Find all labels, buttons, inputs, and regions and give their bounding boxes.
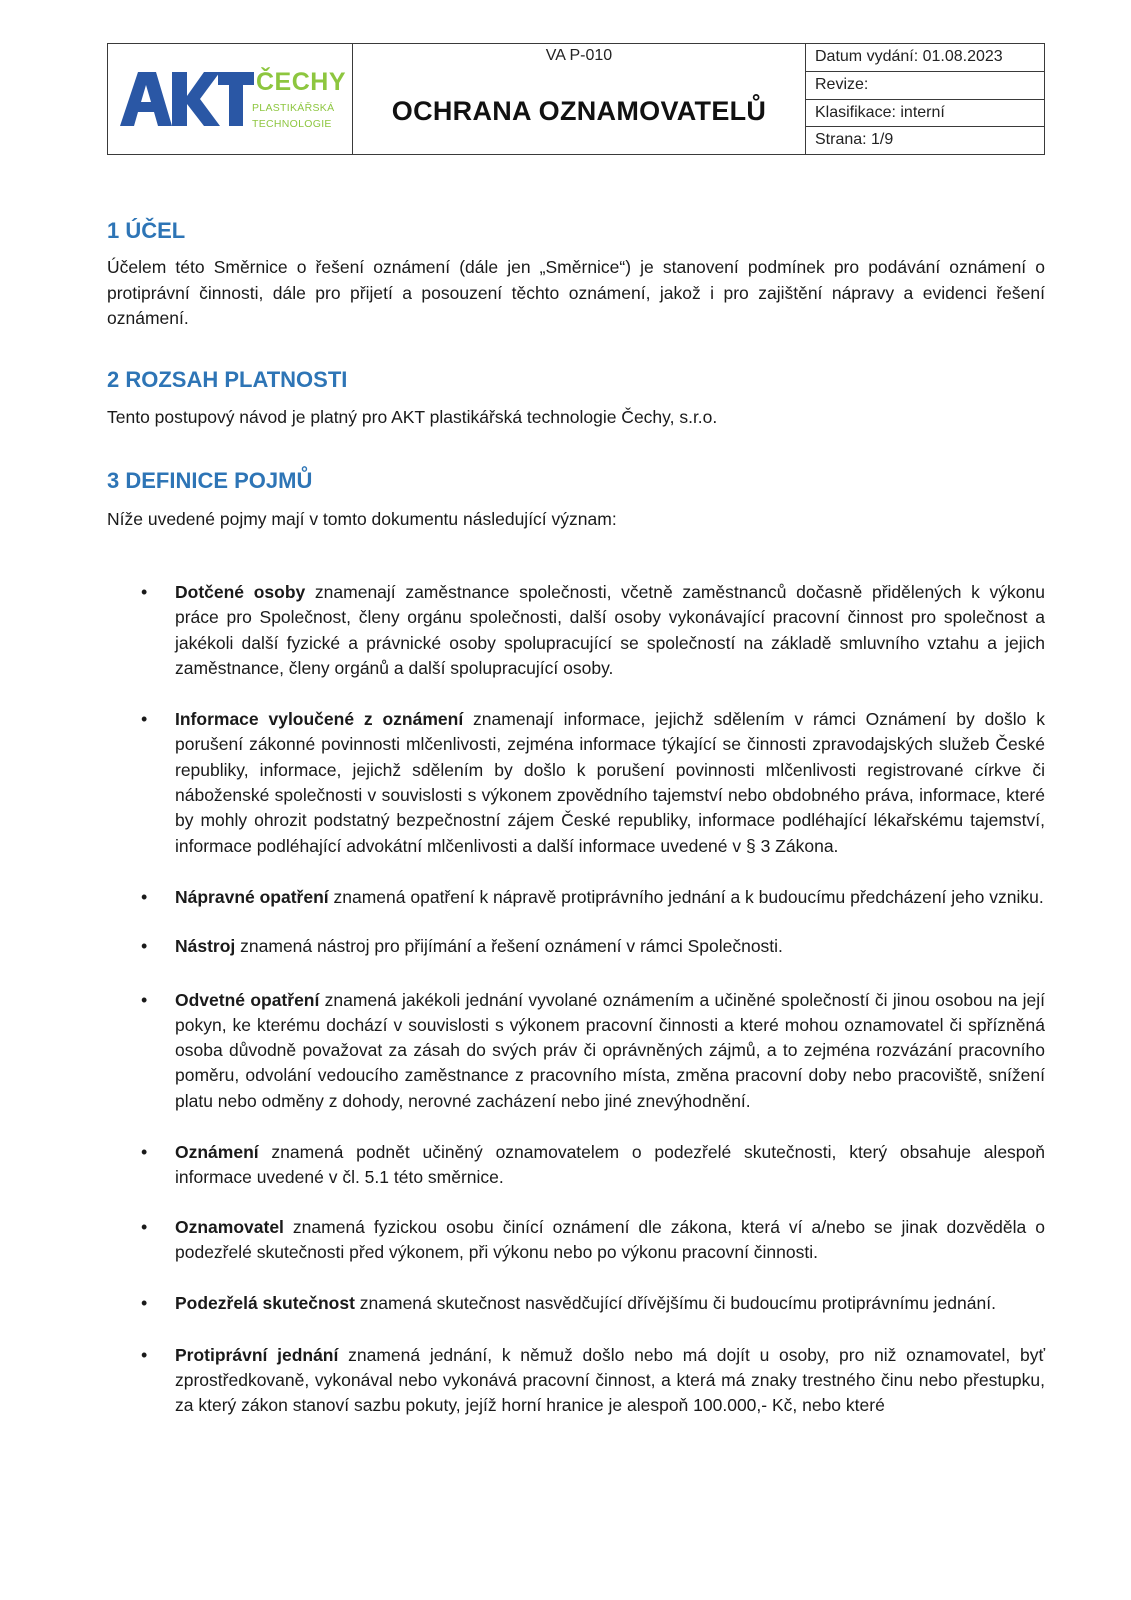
definition-term: Nástroj xyxy=(175,936,236,957)
definition-term: Dotčené osoby xyxy=(175,582,306,602)
bullet-icon: • xyxy=(141,709,148,730)
definition-term: Informace vyloučené z oznámení xyxy=(175,709,464,730)
akt-logo-mark xyxy=(120,72,254,126)
definition-term: Oznamovatel xyxy=(175,1216,284,1237)
definition-term: Nápravné opatření xyxy=(175,886,329,907)
definition-item xyxy=(107,885,1045,910)
bullet-icon: • xyxy=(141,989,148,1010)
definition-term: Podezřelá skutečnost xyxy=(175,1293,355,1314)
definition-term: Oznámení xyxy=(175,1142,259,1163)
bullet-icon: • xyxy=(141,886,148,907)
classification: Klasifikace: interní xyxy=(806,100,1044,128)
definition-text: znamenají informace, jejichž sdělením v rámci Oznámení by došlo k porušení zákonné povinnosti mlčenlivosti, zejména informace týkající se činnosti zpravodajských služeb České republiky, informace, jejichž sdělením by došlo k porušení povinnosti mlčenlivosti registrované církve či náboženské společnosti v souvislosti s výkonem zpovědního tajemství nebo obdobného práva, informace, které by mohly ohrozit podstatný bezpečnostní zájem České republiky, informace podléhající lékařskému tajemství, informace podléhající advokátní mlčenlivosti a další informace uvedené v § 3 Zákona. xyxy=(175,709,1045,856)
bullet-icon: • xyxy=(141,1293,148,1314)
definition-term: Odvetné opatření xyxy=(175,989,320,1010)
bullet-icon: • xyxy=(141,936,148,957)
definition-text: znamená opatření k nápravě protiprávního jednání a k budoucímu předcházení jeho vzniku. xyxy=(328,886,1044,907)
section-text-purpose: Účelem této Směrnice o řešení oznámení (dále jen „Směrnice“) je stanovení podmínek pro podávání oznámení o protiprávní činnosti, dále pro přijetí a posouzení těchto oznámení, jakož i pro zajištění nápravy a evidenci řešení oznámení. xyxy=(107,257,1045,328)
definition-item xyxy=(107,1140,1045,1191)
definition-term: Protiprávní jednání xyxy=(175,1344,339,1365)
definition-text: znamená podnět učiněný oznamovatelem o podezřelé skutečnosti, který obsahuje alespoň informace uvedené v čl. 5.1 této směrnice. xyxy=(175,1142,1045,1188)
section-heading-scope: 2 ROZSAH PLATNOSTI xyxy=(107,367,348,392)
definition-item xyxy=(107,988,1045,1114)
page-number: Strana: 1/9 xyxy=(815,131,894,149)
bullet-icon: • xyxy=(141,1142,148,1163)
definition-item xyxy=(107,707,1045,859)
definition-item xyxy=(107,934,1045,959)
document-code: VA P-010 xyxy=(545,47,613,64)
definition-item xyxy=(107,1215,1045,1266)
definition-text: znamená jednání, k němuž došlo nebo má dojít u osoby, pro niž oznamovatel, byť zprostředkovaně, vykonával nebo vykonává pracovní činnost, a která má znaky trestného činu nebo přestupku, za který zákon stanoví sazbu pokuty, jejíž horní hranice je alespoň 100.000,- Kč, nebo které xyxy=(175,1344,1046,1416)
definition-item xyxy=(107,1343,1045,1419)
logo-subtitle-line2: TECHNOLOGIE xyxy=(252,118,332,130)
title-cell xyxy=(353,44,806,154)
section-text-scope: Tento postupový návod je platný pro AKT plastikářská technologie Čechy, s.r.o. xyxy=(107,407,718,427)
definition-item xyxy=(107,580,1045,681)
definition-text: znamená jakékoli jednání vyvolané oznámením a učiněné společností či jinou osobou na její pokyn, ke kterému dochází v souvislosti s výkonem pracovní činnosti a které mohou oznamovatel či spřízněná osoba důvodně považovat za zásah do svých práv či oprávněných zájmů, a to zejména rozvázání pracovního poměru, odvolání vedoucího zaměstnance z pracovního místa, změna pracovní doby nebo pracoviště, snížení platu nebo odměny z dohody, nerovné zacházení nebo jiné znevýhodnění. xyxy=(175,989,1045,1111)
definition-text: znamená skutečnost nasvědčující dřívějšímu či budoucímu protiprávnímu jednání. xyxy=(354,1293,996,1314)
bullet-icon: • xyxy=(141,582,148,602)
bullet-icon: • xyxy=(141,1344,148,1365)
document-title: OCHRANA OZNAMOVATELŮ xyxy=(391,96,767,126)
definition-text: znamená fyzickou osobu činící oznámení dle zákona, která ví a/nebo se jinak dozvěděla o podezřelé skutečnosti před výkonem, při výkonu nebo po výkonu pracovní činnosti. xyxy=(175,1216,1045,1262)
section-heading-definitions: 3 DEFINICE POJMŮ xyxy=(107,468,313,493)
revision: Revize: xyxy=(806,72,1044,100)
issue-date: Datum vydání: 01.08.2023 xyxy=(806,44,1044,72)
meta-cell xyxy=(806,44,1044,154)
logo-brand-word: ČECHY xyxy=(256,68,347,96)
company-logo xyxy=(108,44,353,154)
definition-item xyxy=(107,1291,1045,1316)
logo-subtitle-line1: PLASTIKÁŘSKÁ xyxy=(252,102,335,114)
section-intro-definitions: Níže uvedené pojmy mají v tomto dokumentu následující význam: xyxy=(107,509,617,529)
definition-text: znamenají zaměstnance společnosti, včetně zaměstnanců dočasně přidělených k výkonu práce pro Společnost, členy orgánu společnosti, další osoby vykonávající pracovní činnost pro společnost a jakékoli další fyzické a právnické osoby spolupracující se společností na základě smluvního vztahu a jejich zaměstnance, členy orgánů a další spolupracující osoby. xyxy=(175,582,1045,678)
section-heading-purpose: 1 ÚČEL xyxy=(107,218,186,243)
bullet-icon: • xyxy=(141,1216,148,1237)
document-header xyxy=(107,43,1045,155)
definition-text: znamená nástroj pro přijímání a řešení oznámení v rámci Společnosti. xyxy=(235,936,783,957)
definitions-list xyxy=(107,555,1045,1418)
